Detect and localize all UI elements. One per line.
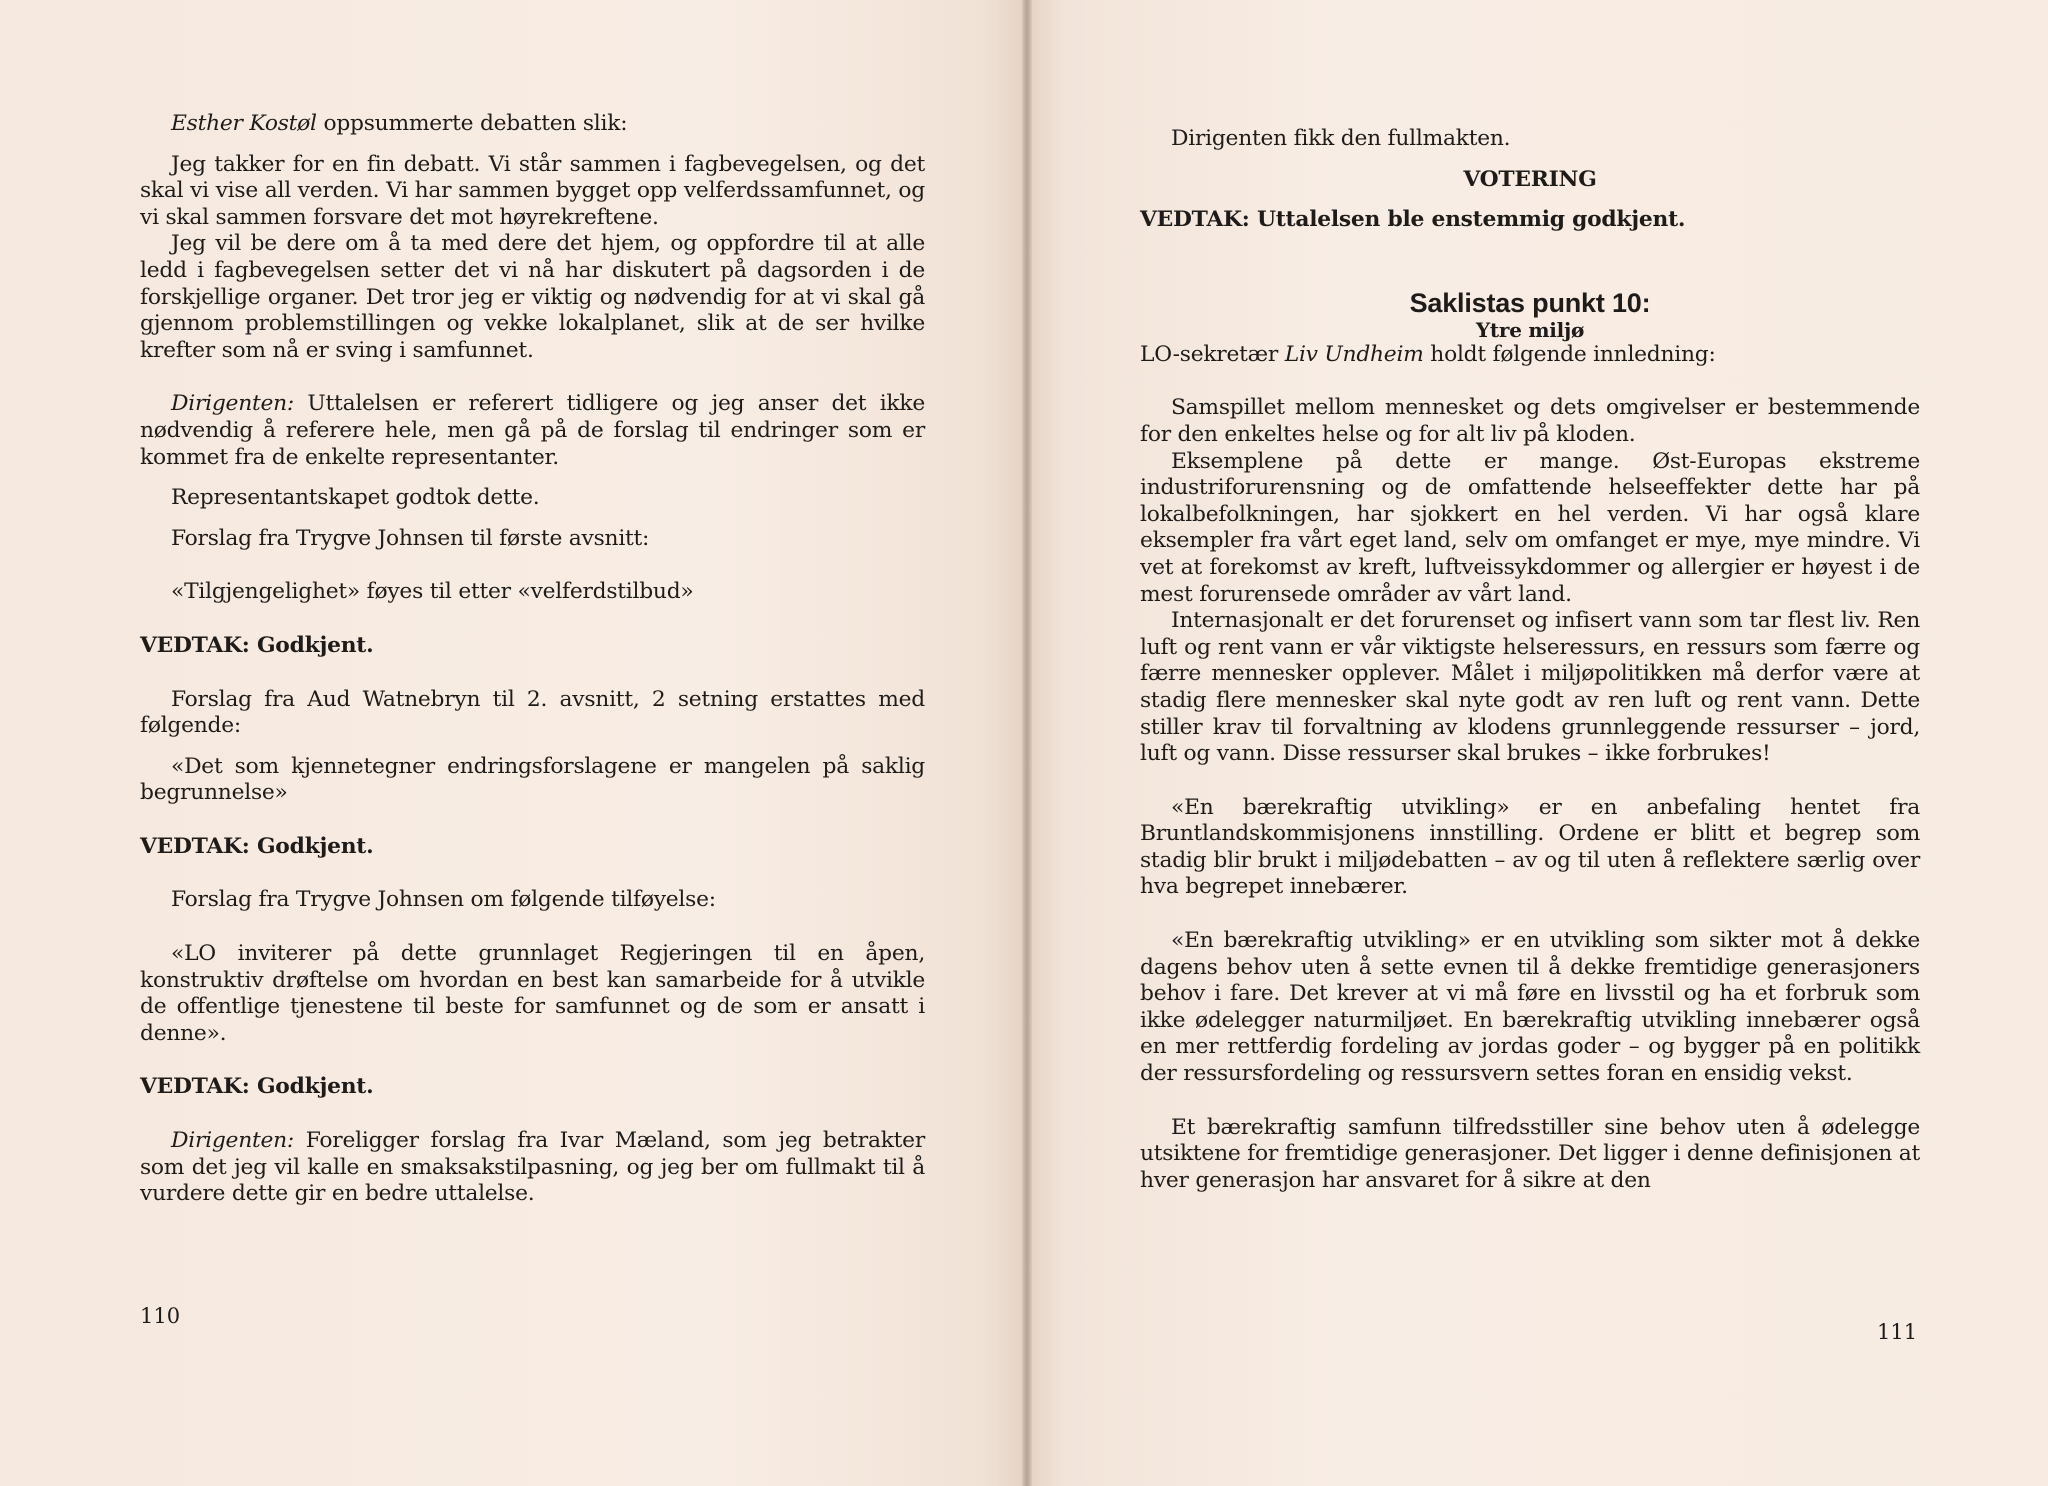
section-subheading: Ytre miljø bbox=[1475, 317, 1585, 342]
right-page-number: 111 bbox=[1877, 1320, 1918, 1344]
paragraph bbox=[140, 687, 925, 740]
decision-line: VEDTAK: Godkjent. bbox=[140, 833, 374, 859]
spacer bbox=[1140, 901, 1920, 928]
left-page-text bbox=[140, 111, 925, 1208]
paragraph bbox=[140, 111, 925, 138]
spacer bbox=[1140, 1088, 1920, 1115]
paragraph-text: Uttalelsen er referert tidligere og jeg anser det ikke nødvendig å referere hele, men gå på de forslag til endringer som er kommet fra de enkelte representanter. bbox=[140, 391, 925, 470]
paragraph-text: «En bærekraftig utvikling» er en anbefaling hentet fra Bruntlandskommisjonens innstilling. Ordene er blitt et begrep som stadig blir brukt i miljødebatten – av og til uten å reflektere særlig over hva begrepet innebærer. bbox=[1140, 794, 1920, 900]
spacer bbox=[140, 552, 925, 579]
paragraph-text: Jeg takker for en fin debatt. Vi står sammen i fagbevegelsen, og det skal vi vise all verden. Vi har sammen bygget opp velferdssamfunnet, og vi skal sammen forsvare det mot høyrekreftene. bbox=[140, 151, 925, 230]
paragraph-text: Samspillet mellom mennesket og dets omgivelser er bestemmende for den enkeltes helse og for alt liv på kloden. bbox=[1140, 395, 1920, 447]
voting-heading: VOTERING bbox=[1463, 166, 1597, 192]
book-gutter bbox=[1022, 0, 1032, 1486]
spacer bbox=[1140, 368, 1920, 395]
paragraph bbox=[140, 391, 925, 471]
paragraph-text: «LO inviterer på dette grunnlaget Regjeringen til en åpen, konstruktiv drøftelse om hvordan en best kan samarbeide for å utvikle de offentlige tjenestene til beste for samfunnet og de som er ansatt i denne». bbox=[140, 941, 925, 1046]
spacer bbox=[140, 606, 925, 633]
spacer bbox=[1140, 153, 1920, 167]
paragraph bbox=[140, 485, 925, 512]
paragraph-text: oppsummerte debatten slik: bbox=[316, 111, 628, 136]
paragraph-text: Forslag fra Trygve Johnsen til første avsnitt: bbox=[171, 525, 650, 551]
spacer bbox=[140, 740, 925, 754]
paragraph-text: «Tilgjengelighet» føyes til etter «velferdstilbud» bbox=[171, 579, 694, 605]
paragraph-text: «En bærekraftig utvikling» er en utvikling som sikter mot å dekke dagens behov uten å sette evnen til å dekke fremtidige generasjoners behov i fare. Det krever at vi må føre en livsstil og ha et forbruk som ikke ødelegger naturmiljøet. En bærekraftig utvikling innebærer også en mer rettferdig fordeling av jordas goder – og bygger på en politikk der ressursfordeling og ressursvern settes foran en ensidig vekst. bbox=[1140, 928, 1920, 1087]
paragraph bbox=[1140, 342, 1920, 369]
paragraph bbox=[140, 1128, 925, 1208]
spacer bbox=[140, 860, 925, 887]
paragraph-text: Representantskapet godtok dette. bbox=[171, 485, 540, 511]
paragraph bbox=[1140, 795, 1920, 901]
paragraph-text: Foreligger forslag fra Ivar Mæland, som jeg betrakter som det jeg vil kalle en smaksakstilpasning, og jeg ber om fullmakt til å vurdere dette gir en bedre uttalelse. bbox=[140, 1128, 925, 1207]
paragraph-text: «Det som kjennetegner endringsforslagene er mangelen på saklig begrunnelse» bbox=[140, 753, 925, 806]
paragraph bbox=[1140, 449, 1920, 609]
spacer bbox=[140, 660, 925, 687]
spacer bbox=[140, 364, 925, 391]
paragraph-text: Dirigenten fikk den fullmakten. bbox=[1171, 126, 1511, 151]
spacer bbox=[1140, 768, 1920, 795]
spacer bbox=[140, 807, 925, 834]
paragraph bbox=[140, 579, 925, 606]
left-page-number: 110 bbox=[140, 1304, 181, 1328]
paragraph bbox=[140, 231, 925, 364]
paragraph bbox=[1140, 608, 1920, 768]
spacer bbox=[140, 914, 925, 941]
paragraph-text: Internasjonalt er det forurenset og infisert vann som tar flest liv. Ren luft og rent vann er vår viktigste helseressurs, en ressurs som færre og færre mennesker opplever. Målet i miljøpolitikken må derfor være at stadig flere mennesker skal nyte godt av ren luft og rent vann. Dette stiller krav til forvaltning av klodens grunnleggende ressurser – jord, luft og vann. Disse ressurser skal brukes – ikke forbrukes! bbox=[1140, 608, 1920, 767]
paragraph-text: Eksemplene på dette er mange. Øst-Europas ekstreme industriforurensning og de omfattende helseeffekter dette har på lokalbefolkningen, har sjokkert en hel verden. Vi har også klare eksempler fra vårt eget land, selv om omfanget er mye, mye mindre. Vi vet at forekomst av kreft, luftveissykdommer og allergier er høyest i de mest forurensede områder av vårt land. bbox=[1140, 448, 1920, 607]
speaker-name: Dirigenten: bbox=[171, 391, 295, 417]
paragraph bbox=[140, 152, 925, 232]
spacer bbox=[1140, 261, 1920, 288]
right-page bbox=[1024, 0, 2048, 1486]
section-heading: Saklistas punkt 10: bbox=[1409, 287, 1651, 318]
speaker-name: Esther Kostøl bbox=[171, 111, 317, 136]
paragraph bbox=[140, 526, 925, 553]
decision-line: VEDTAK: Godkjent. bbox=[140, 1074, 374, 1100]
decision-line: VEDTAK: Uttalelsen ble enstemmig godkjent. bbox=[1140, 207, 1686, 233]
spacer bbox=[1140, 234, 1920, 261]
paragraph-text: Forslag fra Trygve Johnsen om følgende tilføyelse: bbox=[171, 887, 716, 913]
paragraph bbox=[1140, 126, 1920, 153]
paragraph-lead: LO-sekretær bbox=[1140, 341, 1285, 367]
spacer bbox=[140, 138, 925, 152]
speaker-name: Dirigenten: bbox=[171, 1128, 295, 1154]
paragraph bbox=[1140, 395, 1920, 448]
paragraph bbox=[1140, 928, 1920, 1088]
paragraph bbox=[140, 887, 925, 914]
paragraph-text: Et bærekraftig samfunn tilfredsstiller sine behov uten å ødelegge utsiktene for fremtidige generasjoner. Det ligger i denne definisjonen at hver generasjon har ansvaret for å sikre at den bbox=[1140, 1114, 1920, 1193]
spacer bbox=[1140, 193, 1920, 207]
paragraph-text: Jeg vil be dere om å ta med dere det hjem, og oppfordre til at alle ledd i fagbevegelsen setter det vi nå har diskutert på dagsorden i de forskjellige organer. Det tror jeg er viktig og nødvendig for at vi skal gå gjennom problemstillingen og vekke lokalplanet, slik at de ser hvilke krefter som nå er sving i samfunnet. bbox=[140, 231, 925, 363]
paragraph-text: holdt følgende innledning: bbox=[1423, 341, 1716, 367]
paragraph bbox=[1140, 1115, 1920, 1195]
paragraph bbox=[140, 941, 925, 1047]
spacer bbox=[140, 512, 925, 526]
spacer bbox=[140, 471, 925, 485]
right-page-text bbox=[1140, 126, 1920, 1194]
decision-line: VEDTAK: Godkjent. bbox=[140, 632, 374, 658]
paragraph-text: Forslag fra Aud Watnebryn til 2. avsnitt, 2 setning erstattes med følgende: bbox=[140, 686, 925, 739]
spacer bbox=[140, 1047, 925, 1074]
paragraph bbox=[140, 754, 925, 807]
speaker-name: Liv Undheim bbox=[1284, 341, 1424, 367]
spacer bbox=[140, 1101, 925, 1128]
